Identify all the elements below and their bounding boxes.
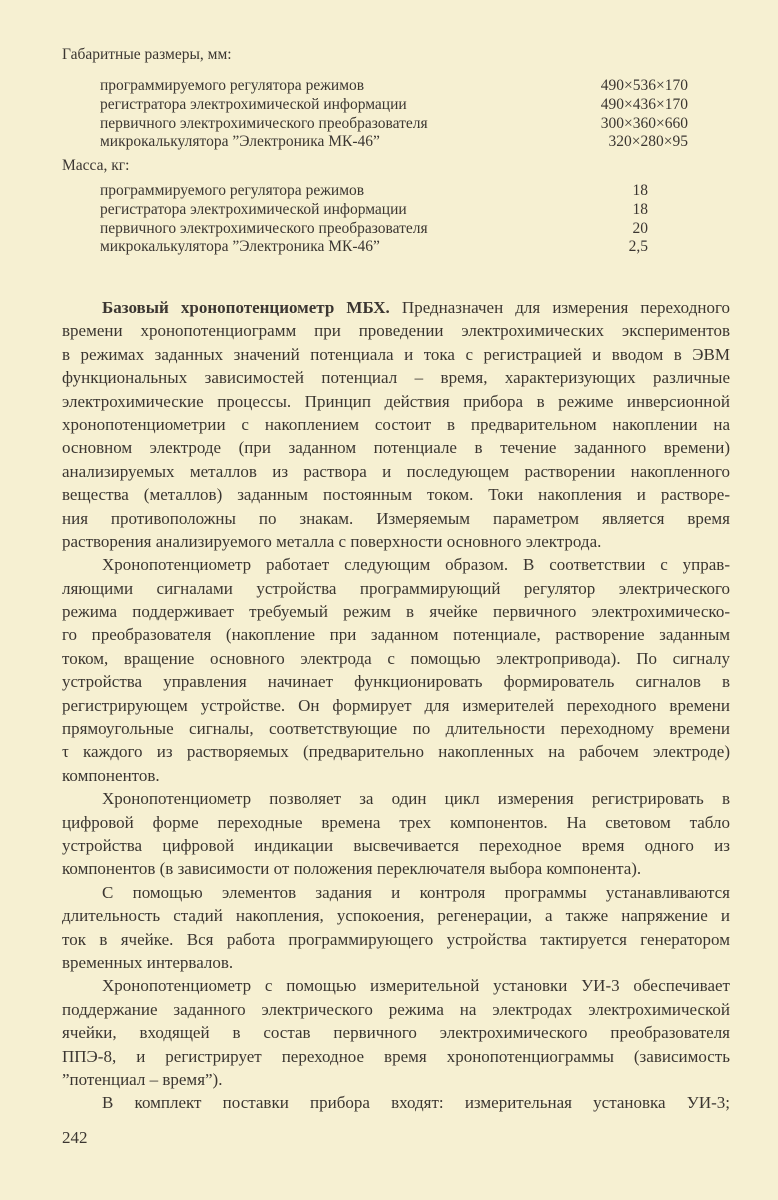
paragraph [62, 974, 730, 1091]
page-number: 242 [62, 1128, 88, 1147]
spec-value: 300×360×660 [600, 114, 688, 132]
text-line: В комплект поставки прибора входят: измерительная установка УИ-3; [102, 1093, 730, 1113]
spec-label: первичного электрохимического преобразователя [100, 114, 428, 132]
dimensions-heading: Габаритные размеры, мм: [62, 46, 232, 63]
mass-row [100, 238, 700, 257]
paragraph [62, 1091, 730, 1114]
text-line: компонентов (в зависимости от положения переключателя выбора компонента). [62, 859, 642, 879]
paragraph [62, 787, 730, 881]
mass-row [100, 201, 700, 220]
text-line: Хронопотенциометр позволяет за один цикл измерения регистрировать в [102, 789, 730, 809]
mass-row [100, 182, 700, 201]
text-line: ляющими сигналами устройства программирующий регулятор электрического [62, 578, 730, 598]
text-line: τ каждого из растворяемых (предварительно накопленных на рабочем электроде) [62, 742, 730, 762]
text-line: основном электроде (при заданном потенциале в течение заданного времени) [62, 438, 730, 458]
dimensions-row [100, 96, 700, 115]
text-line: режима поддерживает требуемый режим в ячейке первичного электрохимическо- [62, 602, 730, 622]
text-line: хронопотенциометрии с накоплением состоит в предварительном накоплении на [62, 414, 730, 434]
text-line: растворения анализируемого металла с поверхности основного электрода. [62, 531, 602, 551]
spec-value: 20 [632, 219, 648, 237]
spec-label: программируемого регулятора режимов [100, 182, 365, 199]
spec-label: микрокалькулятора ”Электроника МК-46” [100, 238, 380, 256]
text-line: устройства управления начинает функционировать формирователь сигналов в [62, 672, 730, 692]
text-line [62, 296, 730, 319]
spec-value: 490×436×170 [600, 95, 688, 113]
text-line: поддержание заданного электрического режима на электродах электрохимической [62, 999, 730, 1019]
text-line: функциональных зависимостей потенциал – время, характеризующих различные [62, 368, 730, 388]
text-line: ППЭ-8, и регистрирует переходное время хронопотенциограммы (зависимость [62, 1046, 730, 1066]
text-line: компонентов. [62, 765, 160, 785]
text-line: регистрирующем устройстве. Он формирует для измерителей переходного времени [62, 695, 730, 715]
mass-heading: Масса, кг: [62, 157, 130, 174]
text-line: анализируемых металлов из раствора и последующем растворении накопленного [62, 461, 730, 481]
section-title: Базовый хронопотенциометр МБХ. [102, 298, 390, 317]
mass-row [100, 220, 700, 239]
spec-value: 490×536×170 [600, 77, 688, 94]
dimensions-row [100, 77, 700, 96]
spec-value: 18 [632, 200, 648, 218]
text-line: Хронопотенциометр с помощью измерительной установки УИ-3 обеспечивает [102, 976, 730, 996]
spec-label: регистратора электрохимической информации [100, 200, 407, 218]
text-line: вещества (металлов) заданным постоянным током. Токи накопления и растворе- [62, 485, 730, 505]
spec-value: 2,5 [628, 238, 648, 256]
text-line: длительность стадий накопления, успокоения, регенерации, а также напряжение и [62, 906, 730, 926]
spec-value: 18 [632, 182, 648, 199]
dimensions-row [100, 115, 700, 134]
text-line: С помощью элементов задания и контроля программы устанавливаются [102, 882, 730, 902]
spec-label: микрокалькулятора ”Электроника МК-46” [100, 133, 380, 151]
spec-label: первичного электрохимического преобразователя [100, 219, 428, 237]
text-line: устройства цифровой индикации высвечивается переходное время одного из [62, 835, 730, 855]
text-line: ния противоположны по знакам. Измеряемым параметром является время [62, 508, 730, 528]
text-line: электрохимические процессы. Принцип действия прибора в режиме инверсионной [62, 391, 730, 411]
paragraph [62, 296, 730, 553]
paragraph [62, 881, 730, 975]
text-line: ”потенциал – время”). [62, 1069, 223, 1089]
text-line: временных интервалов. [62, 952, 234, 972]
spec-label: программируемого регулятора режимов [100, 77, 365, 94]
text-line: Хронопотенциометр работает следующим образом. В соответствии с управ- [102, 555, 730, 575]
text-line: в режимах заданных значений потенциала и тока с регистрацией и вводом в ЭВМ [62, 344, 730, 364]
spec-label: регистратора электрохимической информации [100, 95, 407, 113]
text-line: цифровой форме переходные времена трех компонентов. На световом табло [62, 812, 730, 832]
text-line: ток в ячейке. Вся работа программирующего устройства тактируется генератором [62, 929, 730, 949]
body-text [62, 296, 730, 1115]
dimensions-row [100, 133, 700, 152]
text-line: прямоугольные сигналы, соответствующие по длительности переходному времени [62, 719, 730, 739]
text-line: током, вращение основного электрода с помощью электропривода). По сигналу [62, 648, 730, 668]
text-line: времени хронопотенциограмм при проведении электрохимических экспериментов [62, 321, 730, 341]
paragraph [62, 553, 730, 787]
text-segment: Предназначен для измерения переходного [389, 298, 730, 317]
spec-value: 320×280×95 [608, 133, 688, 151]
text-line: го преобразователя (накопление при заданном потенциале, растворение заданным [62, 625, 730, 645]
text-line: ячейки, входящей в состав первичного электрохимического преобразователя [62, 1023, 730, 1043]
